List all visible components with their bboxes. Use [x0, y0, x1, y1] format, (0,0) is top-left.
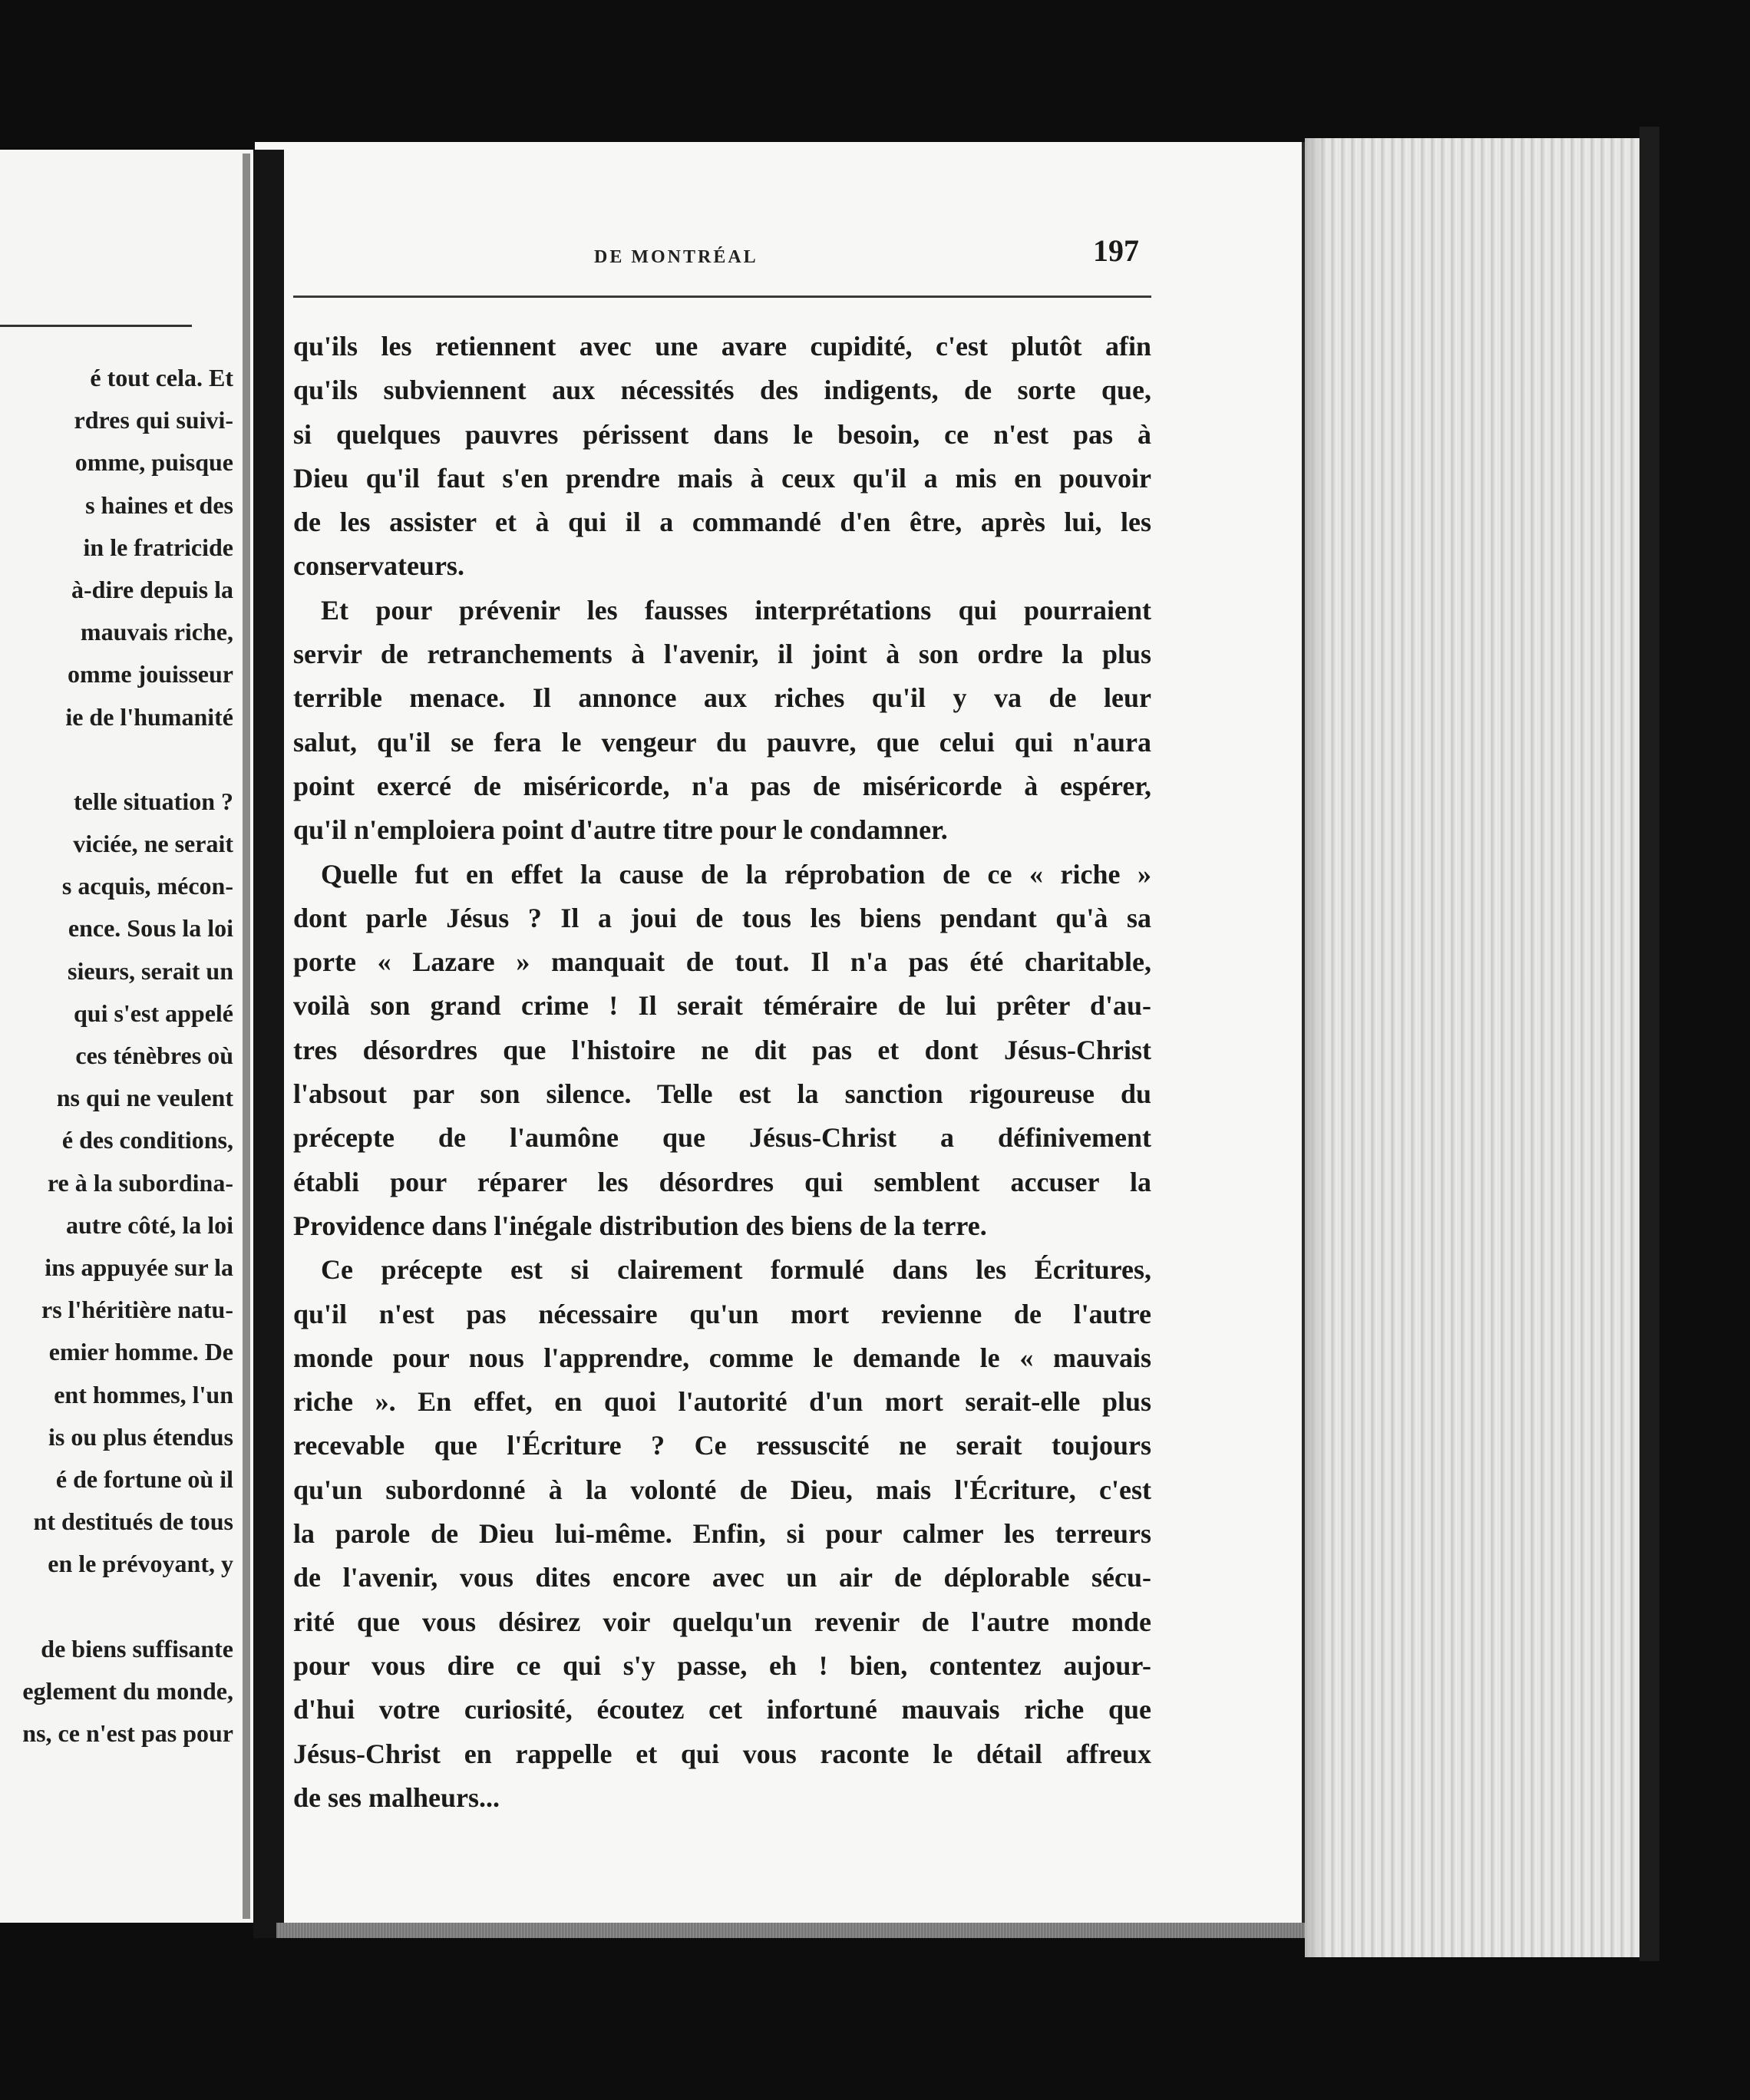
book-back-edge — [1639, 127, 1659, 1961]
left-text-line: sieurs, serait un — [68, 956, 233, 985]
left-text-line: en le prévoyant, y — [48, 1550, 233, 1578]
left-text-line: é tout cela. Et — [90, 364, 233, 391]
text-line: Dieu qu'il faut s'en prendre mais à ceux qu'il a mis en pouvoir — [293, 462, 1151, 494]
text-line: point exercé de miséricorde, n'a pas de miséricorde à espérer, — [293, 770, 1151, 801]
text-line: rité que vous désirez voir quelqu'un revenir de l'autre monde — [293, 1606, 1151, 1637]
left-text-line: emier homme. De — [48, 1338, 233, 1366]
left-text-line: omme jouisseur — [68, 660, 233, 688]
text-line: voilà son grand crime ! Il serait téméraire de lui prêter d'au- — [293, 990, 1151, 1022]
text-line: d'hui votre curiosité, écoutez cet infortuné mauvais riche que — [293, 1694, 1151, 1725]
text-line: Quelle fut en effet la cause de la réprobation de ce « riche » — [321, 858, 1151, 890]
text-line: dont parle Jésus ? Il a joui de tous les biens pendant qu'à sa — [293, 902, 1151, 933]
left-text-line: s haines et des — [85, 490, 233, 519]
left-text-line: rdres qui suivi- — [74, 406, 233, 434]
text-line: salut, qu'il se fera le vengeur du pauvre, que celui qui n'aura — [293, 726, 1151, 758]
body-text — [293, 325, 1151, 1820]
text-line: la parole de Dieu lui-même. Enfin, si pour calmer les terreurs — [293, 1518, 1151, 1550]
left-text-line: ns qui ne veulent — [56, 1084, 233, 1112]
left-page-edge — [243, 154, 250, 1919]
left-page-text — [0, 357, 233, 1755]
left-text-line: mauvais riche, — [80, 618, 233, 646]
left-text-line: autre côté, la loi — [65, 1210, 233, 1239]
left-text-line: s acquis, mécon- — [61, 872, 233, 900]
book-fore-edge — [1305, 138, 1642, 1957]
left-text-line: viciée, ne serait — [73, 830, 233, 858]
left-text-line: rs l'héritière natu- — [41, 1296, 233, 1324]
left-text-line: ent hommes, l'un — [54, 1380, 233, 1408]
left-text-line — [0, 738, 233, 781]
text-line: si quelques pauvres périssent dans le besoin, ce n'est pas à — [293, 418, 1151, 450]
text-line: de ses malheurs... — [293, 1781, 500, 1813]
left-text-line — [0, 1585, 233, 1627]
left-header-rule — [0, 325, 192, 327]
left-text-line: ence. Sous la loi — [68, 914, 233, 943]
text-line: l'absout par son silence. Telle est la sanction rigoureuse du — [293, 1078, 1151, 1110]
book-bottom-edge — [276, 1923, 1305, 1938]
text-line: qu'ils les retiennent avec une avare cupidité, c'est plutôt afin — [293, 331, 1151, 362]
left-text-line: à-dire depuis la — [71, 575, 233, 603]
text-line: Et pour prévenir les fausses interprétations qui pourraient — [321, 594, 1151, 626]
text-line: Providence dans l'inégale distribution des biens de la terre. — [293, 1210, 987, 1241]
left-text-line: é des conditions, — [61, 1126, 233, 1154]
fore-edge-shadow — [1305, 138, 1328, 1957]
left-text-line: ns, ce n'est pas pour — [22, 1719, 233, 1747]
left-text-line: é de fortune où il — [55, 1464, 233, 1493]
text-line: terrible menace. Il annonce aux riches qu'il y va de leur — [293, 682, 1151, 714]
text-line: précepte de l'aumône que Jésus-Christ a définivement — [293, 1122, 1151, 1154]
header-rule — [293, 296, 1151, 298]
text-line: qu'ils subviennent aux nécessités des indigents, de sorte que, — [293, 375, 1151, 406]
left-text-line: ces ténèbres où — [75, 1042, 233, 1069]
left-text-line: ins appuyée sur la — [45, 1253, 233, 1281]
book-gutter — [253, 150, 284, 1938]
left-text-line: eglement du monde, — [22, 1676, 233, 1705]
right-page — [255, 142, 1306, 1938]
left-text-line: omme, puisque — [74, 448, 233, 477]
text-line: monde pour nous l'apprendre, comme le demande le « mauvais — [293, 1342, 1151, 1373]
left-page — [0, 150, 253, 1923]
text-line: pour vous dire ce qui s'y passe, eh ! bien, contentez aujour- — [293, 1649, 1151, 1681]
text-line: recevable que l'Écriture ? Ce ressuscité ne serait toujours — [293, 1430, 1151, 1461]
left-text-line: de biens suffisante — [41, 1634, 233, 1663]
text-line: de l'avenir, vous dites encore avec un air de déplorable sécu- — [293, 1562, 1151, 1593]
text-line: qu'un subordonné à la volonté de Dieu, mais l'Écriture, c'est — [293, 1474, 1151, 1505]
left-text-line: ie de l'humanité — [65, 702, 233, 731]
text-line: tres désordres que l'histoire ne dit pas et dont Jésus-Christ — [293, 1034, 1151, 1065]
left-text-line: nt destitués de tous — [33, 1507, 233, 1536]
left-text-line: re à la subordina- — [47, 1168, 233, 1197]
text-line: riche ». En effet, en quoi l'autorité d'un mort serait-elle plus — [293, 1386, 1151, 1418]
left-text-line: telle situation ? — [74, 787, 233, 815]
text-line: établi pour réparer les désordres qui semblent accuser la — [293, 1166, 1151, 1197]
header-title: DE MONTRÉAL — [594, 247, 758, 267]
page-number: 197 — [1093, 233, 1139, 268]
text-line: qu'il n'emploiera point d'autre titre pour le condamner. — [293, 814, 948, 846]
text-line: Jésus-Christ en rappelle et qui vous raconte le détail affreux — [293, 1738, 1151, 1769]
text-line: conservateurs. — [293, 550, 464, 582]
text-line: Ce précepte est si clairement formulé dans les Écritures, — [321, 1254, 1151, 1286]
text-line: servir de retranchements à l'avenir, il joint à son ordre la plus — [293, 639, 1151, 670]
left-text-line: qui s'est appelé — [73, 999, 233, 1027]
text-line: porte « Lazare » manquait de tout. Il n'a pas été charitable, — [293, 946, 1151, 978]
left-text-line: is ou plus étendus — [48, 1422, 233, 1451]
left-text-line: in le fratricide — [83, 533, 233, 561]
text-line: qu'il n'est pas nécessaire qu'un mort revienne de l'autre — [293, 1298, 1151, 1329]
text-line: de les assister et à qui il a commandé d'en être, après lui, les — [293, 507, 1151, 538]
